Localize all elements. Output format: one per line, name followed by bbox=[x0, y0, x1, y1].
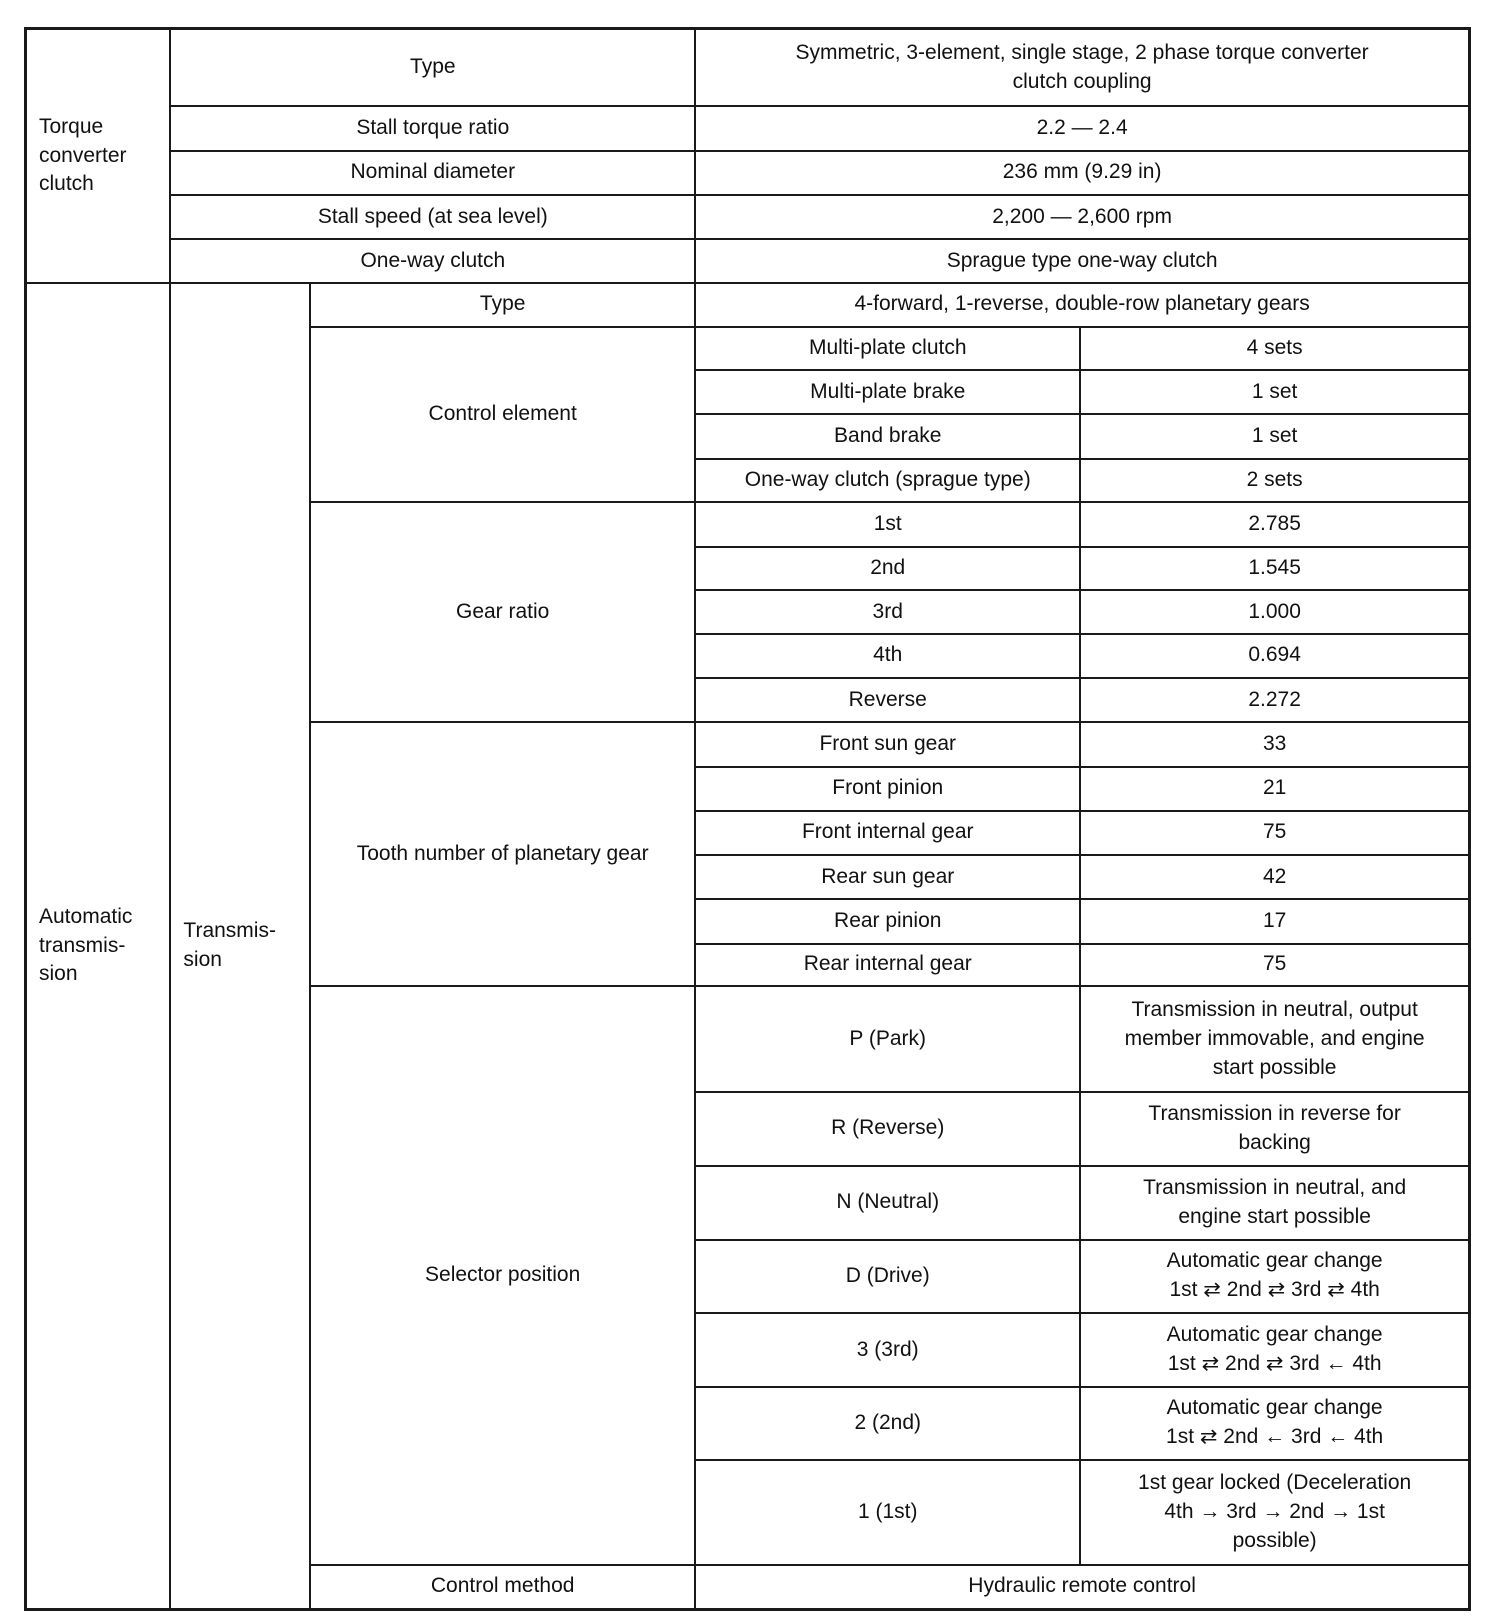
tooth-number-label: Tooth number of planetary gear bbox=[310, 722, 695, 986]
gear-ratio-name: 3rd bbox=[695, 590, 1080, 634]
selector-position-name: 2 (2nd) bbox=[695, 1387, 1080, 1460]
control-element-name: Multi-plate clutch bbox=[695, 327, 1080, 371]
at-type-label: Type bbox=[310, 283, 695, 327]
selector-position-label: Selector position bbox=[310, 986, 695, 1565]
selector-position-name: R (Reverse) bbox=[695, 1092, 1080, 1166]
stall-speed-value: 2,200 — 2,600 rpm bbox=[695, 195, 1469, 240]
at-type-value: 4-forward, 1-reverse, double-row planetary gears bbox=[695, 283, 1469, 327]
table-row bbox=[26, 239, 1470, 283]
gear-ratio-name: 1st bbox=[695, 502, 1080, 547]
tooth-number-value: 42 bbox=[1080, 855, 1469, 899]
table-row bbox=[26, 195, 1470, 240]
table-row bbox=[26, 106, 1470, 151]
table-row bbox=[26, 151, 1470, 195]
control-element-value: 2 sets bbox=[1080, 459, 1469, 503]
control-element-name: Band brake bbox=[695, 414, 1080, 459]
tooth-number-value: 17 bbox=[1080, 899, 1469, 944]
gear-ratio-name: 2nd bbox=[695, 547, 1080, 591]
selector-position-value: Transmission in reverse for backing bbox=[1080, 1092, 1469, 1166]
torque-converter-section-label: Torque converter clutch bbox=[26, 29, 171, 283]
nominal-diameter-label: Nominal diameter bbox=[170, 151, 695, 195]
selector-position-name: D (Drive) bbox=[695, 1240, 1080, 1314]
one-way-clutch-value: Sprague type one-way clutch bbox=[695, 239, 1469, 283]
control-element-label: Control element bbox=[310, 327, 695, 503]
control-method-label: Control method bbox=[310, 1565, 695, 1610]
tooth-number-value: 75 bbox=[1080, 811, 1469, 856]
tooth-number-name: Front sun gear bbox=[695, 722, 1080, 767]
control-element-value: 1 set bbox=[1080, 414, 1469, 459]
gear-ratio-name: 4th bbox=[695, 634, 1080, 678]
control-element-name: One-way clutch (sprague type) bbox=[695, 459, 1080, 503]
tooth-number-name: Front pinion bbox=[695, 767, 1080, 811]
stall-speed-label: Stall speed (at sea level) bbox=[170, 195, 695, 240]
selector-position-name: 1 (1st) bbox=[695, 1460, 1080, 1565]
tc-type-label: Type bbox=[170, 29, 695, 107]
tooth-number-name: Rear sun gear bbox=[695, 855, 1080, 899]
selector-position-value: 1st gear locked (Deceleration 4th → 3rd → 2nd → 1st possible) bbox=[1080, 1460, 1469, 1565]
tooth-number-name: Front internal gear bbox=[695, 811, 1080, 856]
selector-position-value: Transmission in neutral, and engine start possible bbox=[1080, 1166, 1469, 1240]
one-way-clutch-label: One-way clutch bbox=[170, 239, 695, 283]
table-row bbox=[26, 283, 1470, 327]
transmission-label: Transmis- sion bbox=[170, 283, 310, 1610]
control-method-value: Hydraulic remote control bbox=[695, 1565, 1469, 1610]
gear-ratio-value: 1.000 bbox=[1080, 590, 1469, 634]
selector-position-value: Automatic gear change 1st ⇄ 2nd ⇄ 3rd ← 4th bbox=[1080, 1313, 1469, 1387]
selector-position-value: Automatic gear change 1st ⇄ 2nd ← 3rd ← 4th bbox=[1080, 1387, 1469, 1460]
gear-ratio-value: 1.545 bbox=[1080, 547, 1469, 591]
nominal-diameter-value: 236 mm (9.29 in) bbox=[695, 151, 1469, 195]
automatic-transmission-section-label: Automatic transmis- sion bbox=[26, 283, 171, 1610]
selector-position-value: Transmission in neutral, output member immovable, and engine start possible bbox=[1080, 986, 1469, 1092]
tooth-number-name: Rear pinion bbox=[695, 899, 1080, 944]
tooth-number-value: 75 bbox=[1080, 944, 1469, 987]
control-element-name: Multi-plate brake bbox=[695, 370, 1080, 414]
gear-ratio-value: 2.785 bbox=[1080, 502, 1469, 547]
gear-ratio-label: Gear ratio bbox=[310, 502, 695, 722]
control-element-value: 4 sets bbox=[1080, 327, 1469, 371]
selector-position-name: 3 (3rd) bbox=[695, 1313, 1080, 1387]
tooth-number-name: Rear internal gear bbox=[695, 944, 1080, 987]
specification-table bbox=[24, 27, 1471, 1611]
stall-torque-ratio-label: Stall torque ratio bbox=[170, 106, 695, 151]
tooth-number-value: 33 bbox=[1080, 722, 1469, 767]
gear-ratio-value: 0.694 bbox=[1080, 634, 1469, 678]
selector-position-name: P (Park) bbox=[695, 986, 1080, 1092]
stall-torque-ratio-value: 2.2 — 2.4 bbox=[695, 106, 1469, 151]
selector-position-value: Automatic gear change 1st ⇄ 2nd ⇄ 3rd ⇄ 4th bbox=[1080, 1240, 1469, 1314]
selector-position-name: N (Neutral) bbox=[695, 1166, 1080, 1240]
gear-ratio-name: Reverse bbox=[695, 678, 1080, 723]
gear-ratio-value: 2.272 bbox=[1080, 678, 1469, 723]
tooth-number-value: 21 bbox=[1080, 767, 1469, 811]
control-element-value: 1 set bbox=[1080, 370, 1469, 414]
tc-type-value: Symmetric, 3-element, single stage, 2 phase torque converter clutch coupling bbox=[695, 29, 1469, 107]
table-row bbox=[26, 29, 1470, 107]
